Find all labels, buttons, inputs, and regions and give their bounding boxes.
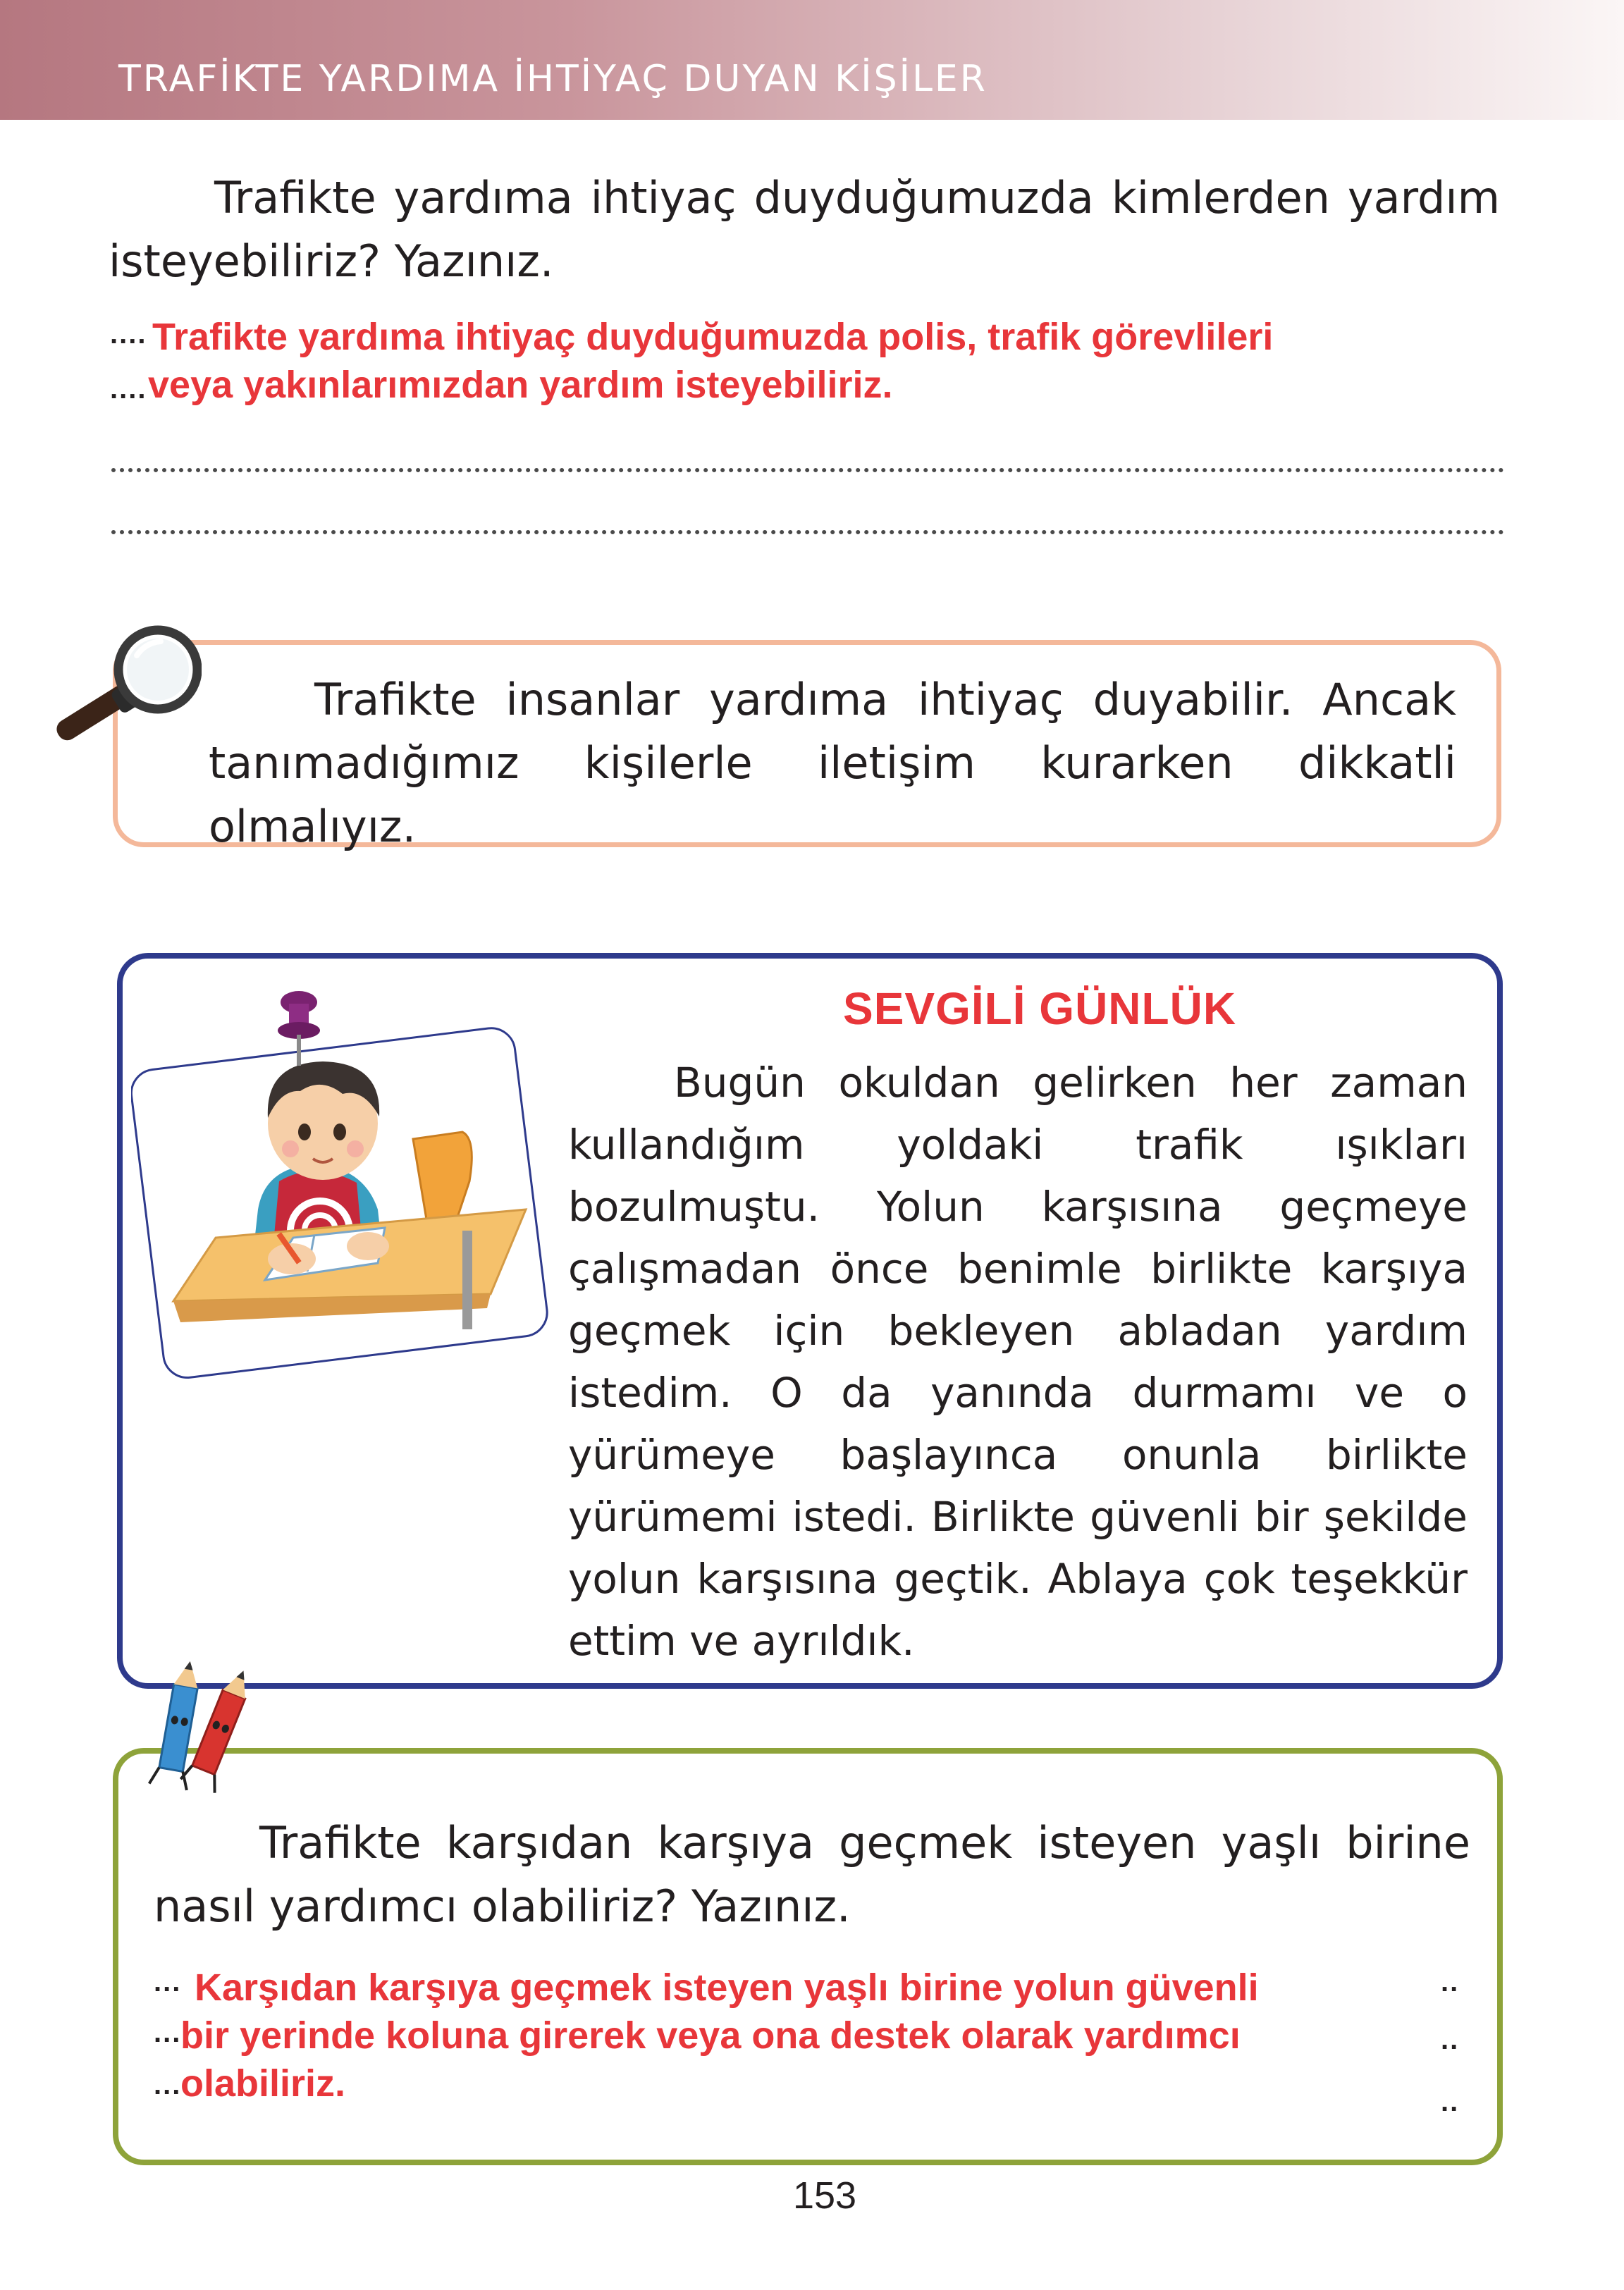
- page-number: 153: [792, 2174, 857, 2217]
- question-1: [109, 166, 1500, 293]
- answer-1-line-1: Trafikte yardıma ihtiyaç duyduğumuzda polis, trafik görevlileri: [152, 316, 1274, 358]
- info-box-text: [209, 668, 1456, 858]
- question-2: [154, 1811, 1470, 1938]
- question-2-lead-dots-2: ...: [154, 2017, 182, 2048]
- magnifying-glass-icon: [47, 619, 202, 753]
- answer-1-dotted-line-4: [111, 530, 1504, 534]
- question-2-lead-dots-3: ...: [154, 2069, 182, 2100]
- question-2-trail-dots-2: ..: [1441, 2024, 1460, 2055]
- question-1-lead-dots-2: ....: [110, 374, 147, 405]
- answer-2-line-2: bir yerinde koluna girerek veya ona destek olarak yardımcı: [180, 2014, 1241, 2057]
- page-title: TRAFİKTE YARDIMA İHTİYAÇ DUYAN KİŞİLER: [118, 58, 988, 100]
- question-2-trail-dots-3: ..: [1441, 2086, 1460, 2117]
- header-band: [0, 0, 1624, 120]
- answer-1-line-2: veya yakınlarımızdan yardım isteyebiliriz.: [148, 364, 893, 406]
- question-2-text: Trafikte karşıdan karşıya geçmek isteyen yaşlı birine nasıl yardımcı olabiliriz? Yazınız.: [154, 1817, 1470, 1932]
- question-1-text: Trafikte yardıma ihtiyaç duyduğumuzda kimlerden yardım isteyebiliriz? Yazınız.: [109, 172, 1500, 287]
- info-box-text-content: Trafikte insanlar yardıma ihtiyaç duyabilir. Ancak tanımadığımız kişilerle iletişim kurarken dikkatli olmalıyız.: [209, 674, 1456, 852]
- pushpin-icon: [266, 985, 330, 1070]
- diary-text: [568, 1052, 1468, 1672]
- question-2-lead-dots-1: ...: [154, 1966, 182, 1997]
- pencils-icon: [138, 1658, 258, 1799]
- question-2-trail-dots-1: ..: [1441, 1966, 1460, 1997]
- question-1-lead-dots-1: ....: [110, 319, 147, 350]
- boy-writing-illustration: [131, 998, 554, 1393]
- answer-2-line-3: olabiliriz.: [180, 2062, 346, 2105]
- diary-title: SEVGİLİ GÜNLÜK: [843, 983, 1237, 1034]
- answer-1-dotted-line-3: [111, 468, 1504, 472]
- diary-text-content: Bugün okuldan gelirken her zaman kullandığım yoldaki trafik ışıkları bozulmuştu. Yolun karşısına geçmeye çalışmadan önce benimle birlikte karşıya geçmek için bekleyen abladan yardım istedim. O da yanında durmamı ve o yürümeye başlayınca onunla birlikte yürümemi istedi. Birlikte güvenli bir şekilde yolun karşısına geçtik. Ablaya çok teşekkür ettim ve ayrıldık.: [568, 1059, 1468, 1665]
- answer-2-line-1: Karşıdan karşıya geçmek isteyen yaşlı birine yolun güvenli: [195, 1966, 1259, 2009]
